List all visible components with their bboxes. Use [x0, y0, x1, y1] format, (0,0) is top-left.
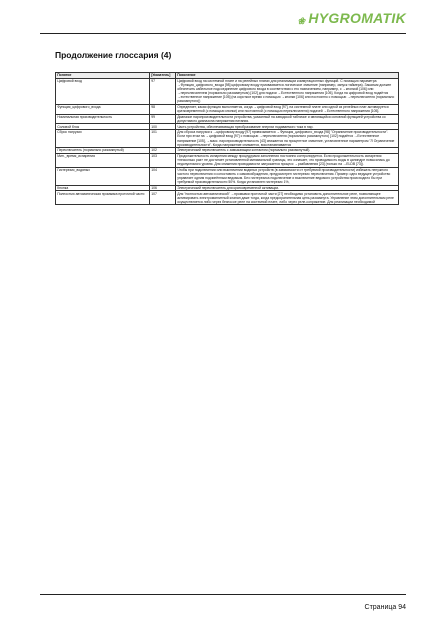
cell-term: Функция_цифрового_входа — [56, 104, 150, 114]
cell-index: 107 — [150, 191, 176, 205]
page-title: Продолжение глоссария (4) — [55, 50, 172, 60]
cell-term: Номинальная производительность — [56, 114, 150, 124]
table-row — [56, 130, 399, 148]
column-header-index: [Указатель] — [150, 73, 176, 79]
cell-term: Мин._время_испарения — [56, 153, 150, 167]
table-row — [56, 167, 399, 185]
column-header-description: Пояснение — [176, 73, 399, 79]
cell-term: Кнопка — [56, 185, 150, 191]
page-number: Страница 94 — [364, 604, 406, 611]
table-row — [56, 153, 399, 167]
table-row — [56, 114, 399, 124]
cell-index: 99 — [150, 114, 176, 124]
cell-index: 97 — [150, 78, 176, 104]
cell-index: 106 — [150, 185, 176, 191]
cell-description: Электрический переключатель с замыкающим контактом (нормально разомкнутый). — [176, 148, 399, 154]
leaf-icon: ❀ — [297, 16, 306, 26]
cell-description: Электрический переключатель для кратковременной активации. — [176, 185, 399, 191]
cell-index: 104 — [150, 167, 176, 185]
cell-index: 98 — [150, 104, 176, 114]
column-header-term: Понятие — [56, 73, 150, 79]
cell-index: 103 — [150, 153, 176, 167]
cell-description: Для "полностью автоматической" →промывки проточной части [27] необходимо установить дополнительное реле, позволяющее активировать электромагнитный клапан даже тогда, когда предохранительная цепь разомкнута. Управление этим дополнительным реле осуществляется либо через безносое реле на системной плате, либо через реле-сопряжение. Для реализации необходимой — [176, 191, 399, 205]
hygromatik-logo — [298, 10, 406, 26]
logo-text: HYGROMATIK — [308, 10, 406, 26]
cell-term: Силовой блок — [56, 124, 150, 130]
cell-description: Цифровой вход на системной плате и на релейных платах для реализации коммутационных функций. С помощью параметра →Функция_цифрового_входа [98] цифровому входу присваивается логическое значение (например, запуск таймера). Заказчик должен обеспечить кабельное подсоединение цифрового входа в соответствии с его назначением, например, с →кнопкой [106] или →переключателем (нормально разомкнутым) [102] для подачи →Естественного напряжения [105]. Когда на цифровой вход подаётся →естественное напряжение [105] (на короткое время с помощью →кнопки [106] или постоянно с помощью →переключателя (нормально разомкнутого)) — [176, 78, 399, 104]
cell-description: Чтобы при подключении или выключении водяных устройств (в зависимости от требуемой производительности) избежать ненужного частого переключения и сопоставить с самовозбуждения, предусмотрен гистерезис переключения. Пример: одно ведущее устройство управляет одним подчинённым ведомым. Без гистерезиса подключение и выключение ведомого устройства происходило бы при требуемой производительности 50%. Когда установлен гистерезис 1%, — [176, 167, 399, 185]
cell-description: Продолжительность испарения между процедурами заполнения постоянно контролируется. Если продолжительность испарения «несколько раз» не достигает установленной минимальной границы, это означает, что проводимость воды в цилиндре повысилась до недопустимого уровня. Для снижения проводимости запускается процесс →разбавления [23] (только на →ELDB [73]). — [176, 153, 399, 167]
cell-term: Полностью автоматическая промывка проточной части — [56, 191, 150, 205]
cell-term: Сброс нагрузки — [56, 130, 150, 148]
header-divider — [40, 33, 406, 34]
footer-divider — [40, 594, 406, 595]
cell-description: Часть устройства, обеспечивающая преобразование энергии подаваемого тока в пар. — [176, 124, 399, 130]
table-row — [56, 78, 399, 104]
cell-index: 101 — [150, 130, 176, 148]
cell-index: 102 — [150, 148, 176, 154]
table-row — [56, 104, 399, 114]
cell-index: 100 — [150, 124, 176, 130]
glossary-table — [55, 72, 399, 205]
cell-term: Гистерезис_водяных — [56, 167, 150, 185]
cell-description: Диапазон паропроизводительности устройства, указанный на заводской табличке и являющийся основной функцией устройства со допустимого диапазона напряжения питания. — [176, 114, 399, 124]
glossary-table-body — [56, 78, 399, 204]
cell-term: Переключатель (нормально разомкнутый) — [56, 148, 150, 154]
cell-term: Цифровой вход — [56, 78, 150, 104]
table-row — [56, 191, 399, 205]
cell-description: Определяет, какая функция выполняется, когда →цифровой вход [97], на системной плате или одной из релейных плат активируется кратковременной (с помощью кнопки) или постоянной (с помощью переключателя) подачей →Естественного напряжения [105]. — [176, 104, 399, 114]
cell-description: Для сброса нагрузки к →цифровому входу [97] привязывается →Функция_цифрового_входа [98] "Ограничение производительности". Если при этом на →цифровой вход [97] с помощью →переключателя (нормально разомкнутого) [102] подаётся →Естественное напряжение [105], →макс. паропроизводительность [43] снижается на процентное значение, установленное параметром "Л Ограничение производительности". Когда напряжение снимается, восстанавливается — [176, 130, 399, 148]
